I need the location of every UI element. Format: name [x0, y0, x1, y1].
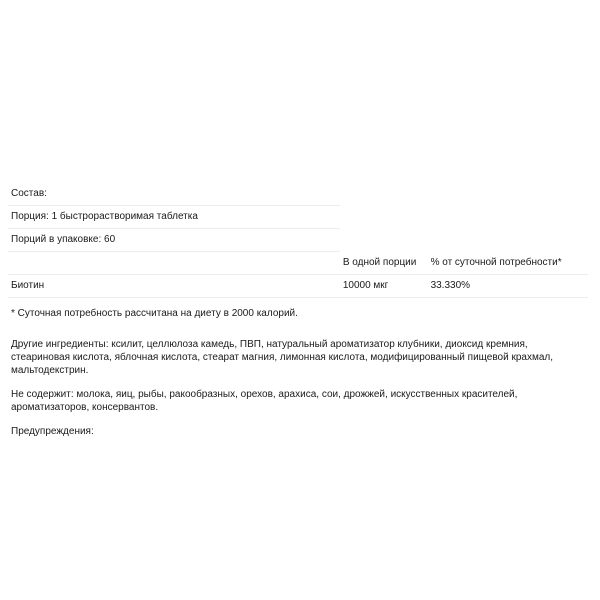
free-from-statement: [8, 388, 592, 414]
servings-per-pack-row: [8, 229, 588, 252]
composition-row: [8, 183, 588, 206]
composition-label: Состав:: [8, 183, 340, 206]
table-row: [8, 275, 588, 298]
supplement-facts-table: [8, 183, 588, 298]
nutrient-daily-value: 33.330%: [428, 275, 588, 298]
other-ingredients-line: Другие ингредиенты: ксилит, целлюлоза камедь, ПВП, натуральный ароматизатор клубники, диоксид кремния,: [11, 339, 528, 350]
servings-per-pack: Порций в упаковке: 60: [8, 229, 340, 252]
serving-size: Порция: 1 быстрорастворимая таблетка: [8, 206, 340, 229]
nutrient-name: Биотин: [8, 275, 340, 298]
serving-row: [8, 206, 588, 229]
amount-per-serving-header: В одной порции: [340, 252, 428, 275]
free-from-line: Не содержит: молока, яиц, рыбы, ракообразных, орехов, арахиса, сои, дрожжей, искусственных красителей,: [11, 389, 518, 400]
supplement-facts-document: [8, 183, 592, 438]
daily-value-header: % от суточной потребности*: [428, 252, 588, 275]
daily-value-footnote: * Суточная потребность рассчитана на диету в 2000 калорий.: [11, 308, 298, 319]
table-header-row: [8, 252, 588, 275]
nutrient-amount: 10000 мкг: [340, 275, 428, 298]
warnings-label: Предупреждения:: [11, 426, 94, 437]
other-ingredients-line: мальтодекстрин.: [11, 365, 89, 376]
other-ingredients: [8, 338, 592, 377]
free-from-line: ароматизаторов, консервантов.: [11, 402, 159, 413]
other-ingredients-line: стеариновая кислота, яблочная кислота, стеарат магния, лимонная кислота, модифицированный пищевой крахмал,: [11, 352, 554, 363]
